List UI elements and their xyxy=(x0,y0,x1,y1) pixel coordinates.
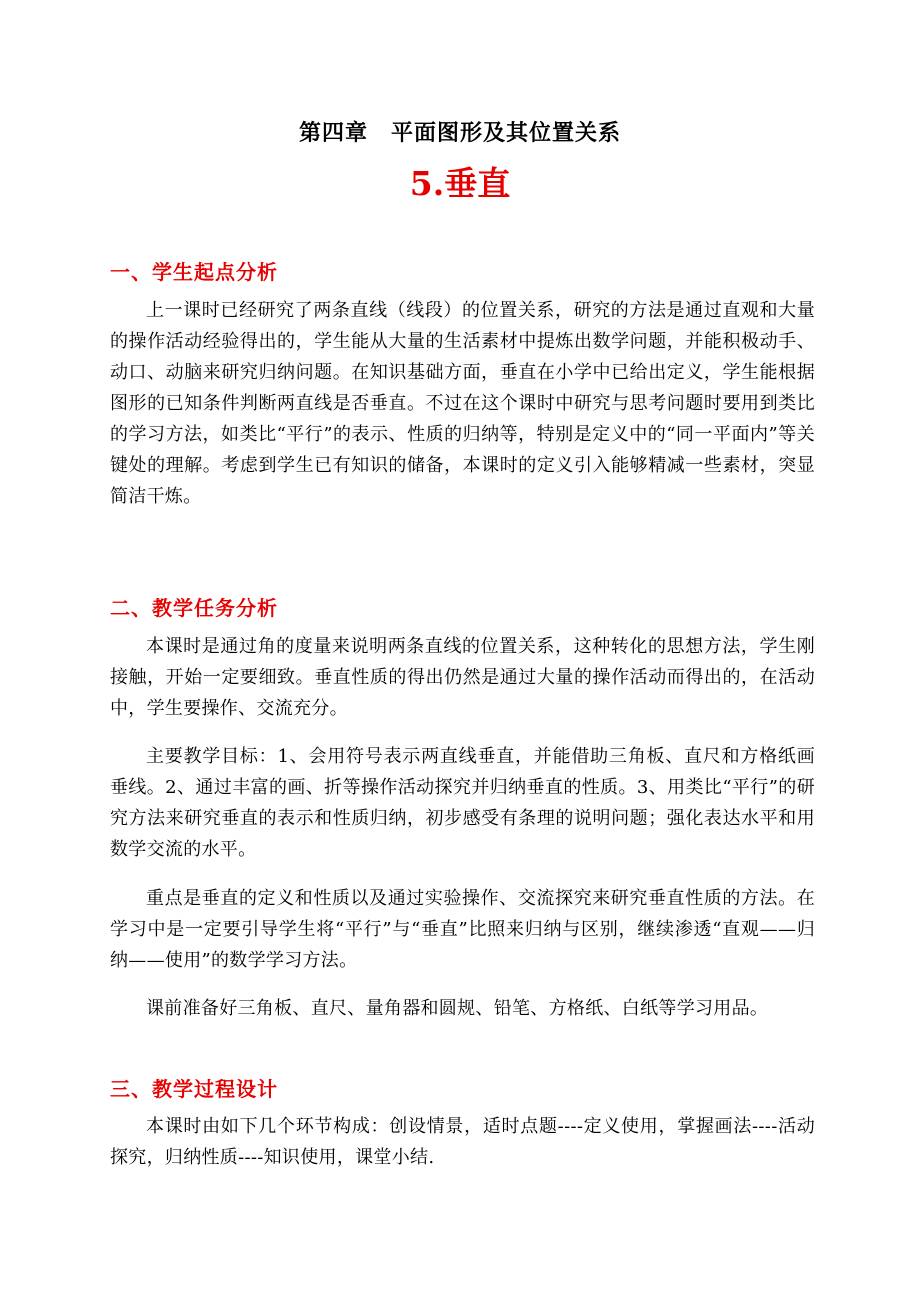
section-heading-process-design: 三、教学过程设计 xyxy=(110,1077,278,1101)
paragraph: 课前准备好三角板、直尺、量角器和圆规、铅笔、方格纸、白纸等学习用品。 xyxy=(146,998,769,1019)
chapter-title: 第四章 平面图形及其位置关系 xyxy=(298,120,621,146)
lesson-title: 5.垂直 xyxy=(409,164,511,203)
section-heading-student-analysis: 一、学生起点分析 xyxy=(110,260,278,284)
paragraph: 上一课时已经研究了两条直线（线段）的位置关系，研究的方法是通过直观和大量的操作活动经验得出的，学生能从大量的生活素材中提炼出数学问题，并能积极动手、动口、动脑来研究归纳问题。在知识基础方面，垂直在小学中已给出定义，学生能根据图形的已知条件判断两直线是否垂直。不过在这个课时中研究与思考问题时要用到类比的学习方法，如类比“平行”的表示、性质的归纳等，特别是定义中的“同一平面内”等关键处的理解。考虑到学生已有知识的储备，本课时的定义引入能够精减一些素材，突显简洁干炼。 xyxy=(110,300,815,507)
paragraph: 本课时是通过角的度量来说明两条直线的位置关系，这种转化的思想方法，学生刚接触，开始一定要细致。垂直性质的得出仍然是通过大量的操作活动而得出的，在活动中，学生要操作、交流充分。 xyxy=(110,636,815,719)
section-heading-task-analysis: 二、教学任务分析 xyxy=(110,596,278,620)
paragraph: 重点是垂直的定义和性质以及通过实验操作、交流探究来研究垂直性质的方法。在学习中是一定要引导学生将“平行”与“垂直”比照来归纳与区别，继续渗透“直观——归纳——使用”的数学学习方法。 xyxy=(110,888,815,971)
paragraph: 本课时由如下几个环节构成：创设情景，适时点题----定义使用，掌握画法----活动探究，归纳性质----知识使用，课堂小结. xyxy=(110,1116,815,1168)
paragraph: 主要教学目标：1、会用符号表示两直线垂直，并能借助三角板、直尺和方格纸画垂线。2、通过丰富的画、折等操作活动探究并归纳垂直的性质。3、用类比“平行”的研究方法来研究垂直的表示和性质归纳，初步感受有条理的说明问题；强化表达水平和用数学交流的水平。 xyxy=(110,746,815,860)
